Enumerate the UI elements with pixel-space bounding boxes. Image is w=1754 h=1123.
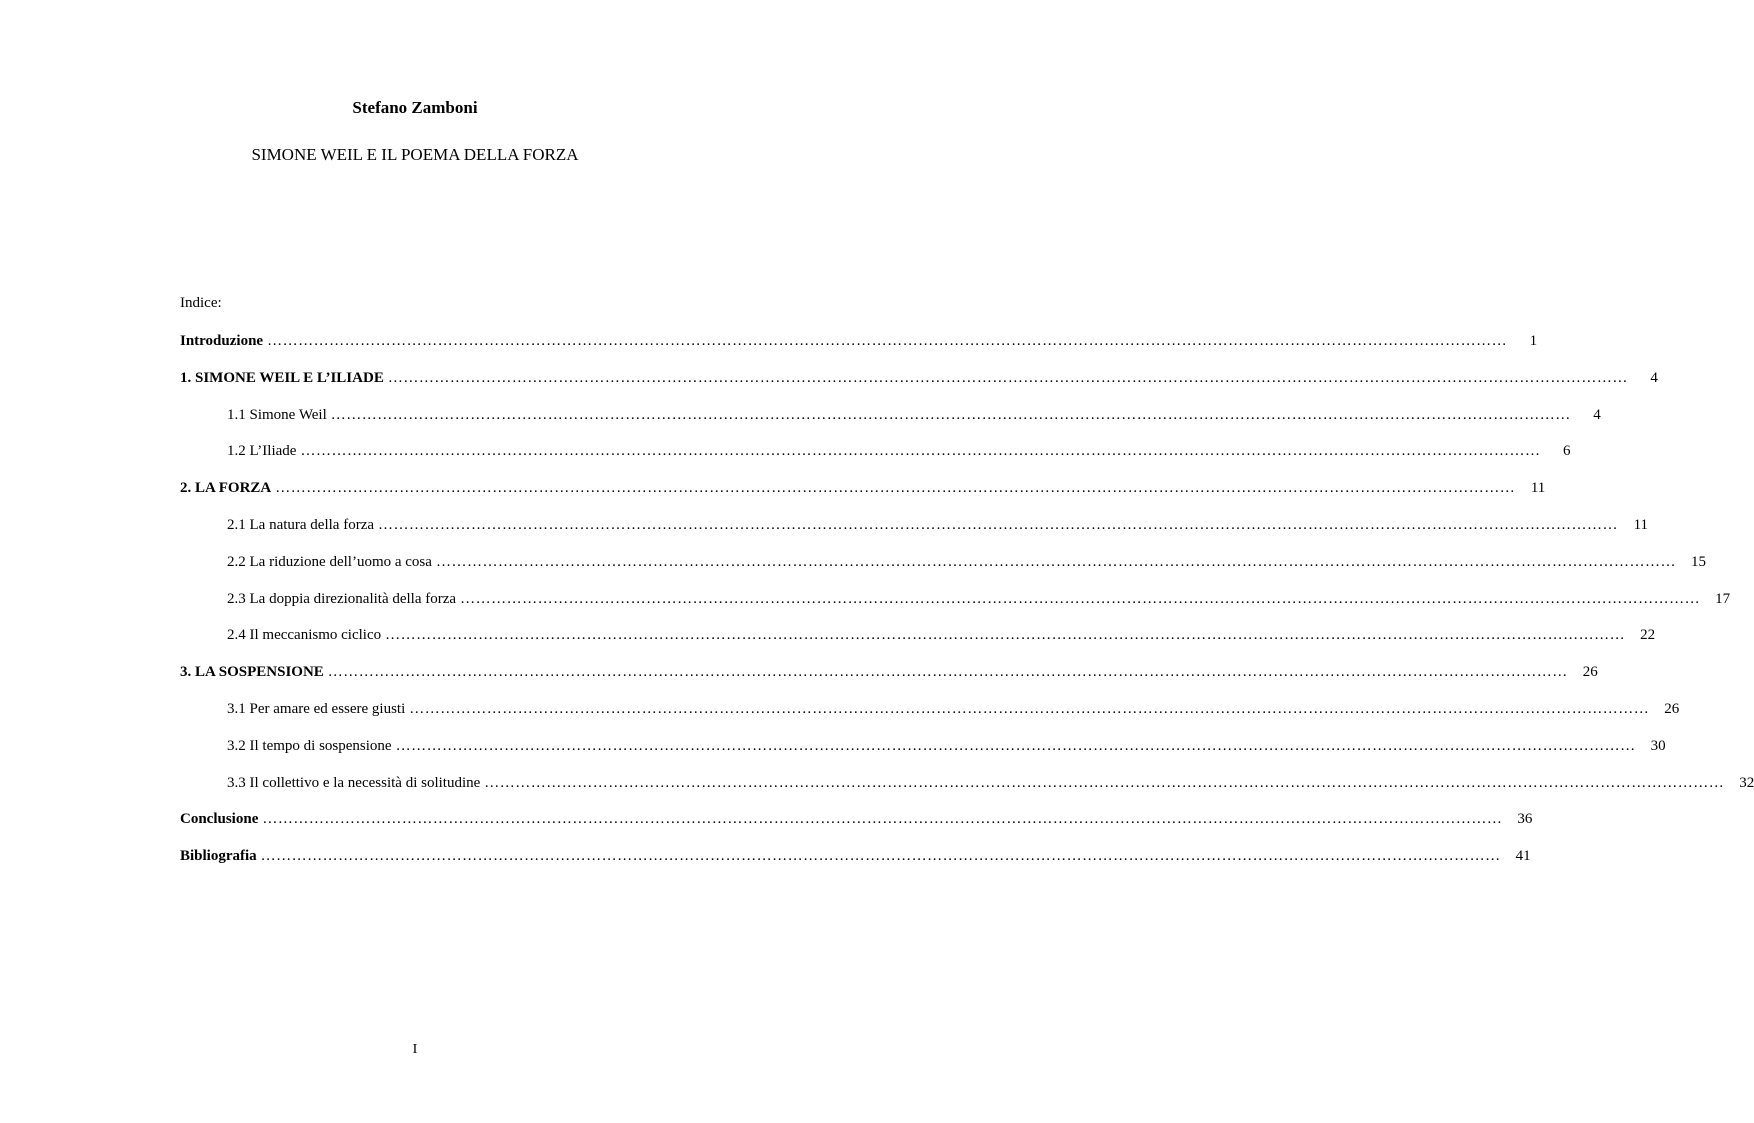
toc-entry-page: 11 bbox=[1633, 516, 1649, 533]
toc-leader-dots: …………………………………………………………………………………………………………………………………………………………………………………………………………………… bbox=[387, 369, 1628, 386]
toc-entry-label: Introduzione bbox=[180, 333, 264, 349]
toc-entry bbox=[180, 369, 1658, 406]
toc-entry-page: 41 bbox=[1515, 848, 1531, 865]
toc-entry-page: 30 bbox=[1650, 737, 1666, 754]
table-of-contents bbox=[180, 332, 1754, 884]
toc-entry bbox=[180, 810, 1533, 847]
toc-entry-label: 2. LA FORZA bbox=[180, 480, 272, 497]
toc-leader-dots: …………………………………………………………………………………………………………………………………………………………………………………………………………………… bbox=[395, 737, 1636, 754]
toc-leader-dots: …………………………………………………………………………………………………………………………………………………………………………………………………………………… bbox=[300, 443, 1541, 460]
toc-entry-page: 32 bbox=[1739, 774, 1754, 791]
toc-entry-label: 2.3 La doppia direzionalità della forza bbox=[227, 590, 457, 607]
toc-entry-label: 3.1 Per amare ed essere giusti bbox=[227, 700, 406, 717]
toc-entry-label: Bibliografia bbox=[180, 848, 257, 865]
toc-entry bbox=[180, 332, 1538, 369]
toc-leader-dots: …………………………………………………………………………………………………………………………………………………………………………………………………………………… bbox=[267, 333, 1508, 349]
toc-entry bbox=[180, 737, 1666, 774]
toc-entry-page: 6 bbox=[1562, 443, 1571, 460]
toc-leader-dots: …………………………………………………………………………………………………………………………………………………………………………………………………………………… bbox=[378, 516, 1619, 533]
toc-leader-dots: …………………………………………………………………………………………………………………………………………………………………………………………………………………… bbox=[330, 406, 1571, 423]
author-name: Stefano Zamboni bbox=[352, 98, 478, 117]
toc-entry bbox=[180, 774, 1754, 811]
index-label: Indice: bbox=[180, 295, 222, 311]
toc-entry bbox=[180, 406, 1601, 443]
toc-entry-label: 2.1 La natura della forza bbox=[227, 516, 375, 533]
toc-leader-dots: …………………………………………………………………………………………………………………………………………………………………………………………………………………… bbox=[260, 848, 1501, 865]
toc-leader-dots: …………………………………………………………………………………………………………………………………………………………………………………………………………………… bbox=[409, 700, 1650, 717]
toc-entry bbox=[180, 663, 1598, 700]
toc-entry-page: 26 bbox=[1582, 664, 1598, 681]
toc-entry bbox=[180, 516, 1649, 553]
toc-entry-label: 1.2 L’Iliade bbox=[227, 443, 297, 460]
toc-entry-page: 1 bbox=[1529, 333, 1538, 349]
toc-entry-page: 26 bbox=[1664, 700, 1680, 717]
toc-entry-page: 4 bbox=[1593, 406, 1601, 423]
toc-entry-page: 11 bbox=[1530, 480, 1546, 497]
toc-entry bbox=[180, 700, 1680, 737]
toc-entry-label: 1.1 Simone Weil bbox=[227, 406, 327, 423]
toc-leader-dots: …………………………………………………………………………………………………………………………………………………………………………………………………………………… bbox=[460, 590, 1701, 607]
toc-entry-label: 1. SIMONE WEIL E L’ILIADE bbox=[180, 369, 384, 386]
toc-leader-dots: …………………………………………………………………………………………………………………………………………………………………………………………………………………… bbox=[275, 480, 1516, 497]
toc-entry bbox=[180, 442, 1571, 479]
toc-entry-label: 3.2 Il tempo di sospensione bbox=[227, 737, 392, 754]
toc-entry-label: 2.2 La riduzione dell’uomo a cosa bbox=[227, 553, 432, 570]
toc-leader-dots: …………………………………………………………………………………………………………………………………………………………………………………………………………………… bbox=[385, 627, 1626, 644]
toc-entry-label: 3. LA SOSPENSIONE bbox=[180, 664, 324, 681]
toc-entry-label: Conclusione bbox=[180, 811, 259, 828]
toc-entry-page: 22 bbox=[1640, 627, 1656, 644]
toc-entry bbox=[180, 553, 1706, 590]
toc-leader-dots: …………………………………………………………………………………………………………………………………………………………………………………………………………………… bbox=[327, 664, 1568, 681]
toc-entry bbox=[180, 479, 1546, 516]
document-title: SIMONE WEIL E IL POEMA DELLA FORZA bbox=[251, 145, 579, 164]
toc-entry-page: 4 bbox=[1650, 369, 1658, 386]
toc-entry-page: 17 bbox=[1715, 590, 1731, 607]
toc-entry bbox=[180, 847, 1531, 884]
toc-leader-dots: …………………………………………………………………………………………………………………………………………………………………………………………………………………… bbox=[435, 553, 1676, 570]
toc-leader-dots: …………………………………………………………………………………………………………………………………………………………………………………………………………………… bbox=[484, 774, 1725, 791]
toc-leader-dots: …………………………………………………………………………………………………………………………………………………………………………………………………………………… bbox=[262, 811, 1503, 828]
toc-entry bbox=[180, 626, 1656, 663]
toc-entry-label: 2.4 Il meccanismo ciclico bbox=[227, 627, 382, 644]
toc-entry bbox=[180, 590, 1731, 627]
page-number: I bbox=[412, 1042, 418, 1057]
toc-entry-page: 15 bbox=[1690, 553, 1706, 570]
toc-entry-label: 3.3 Il collettivo e la necessità di solitudine bbox=[227, 774, 481, 791]
toc-entry-page: 36 bbox=[1517, 811, 1533, 828]
